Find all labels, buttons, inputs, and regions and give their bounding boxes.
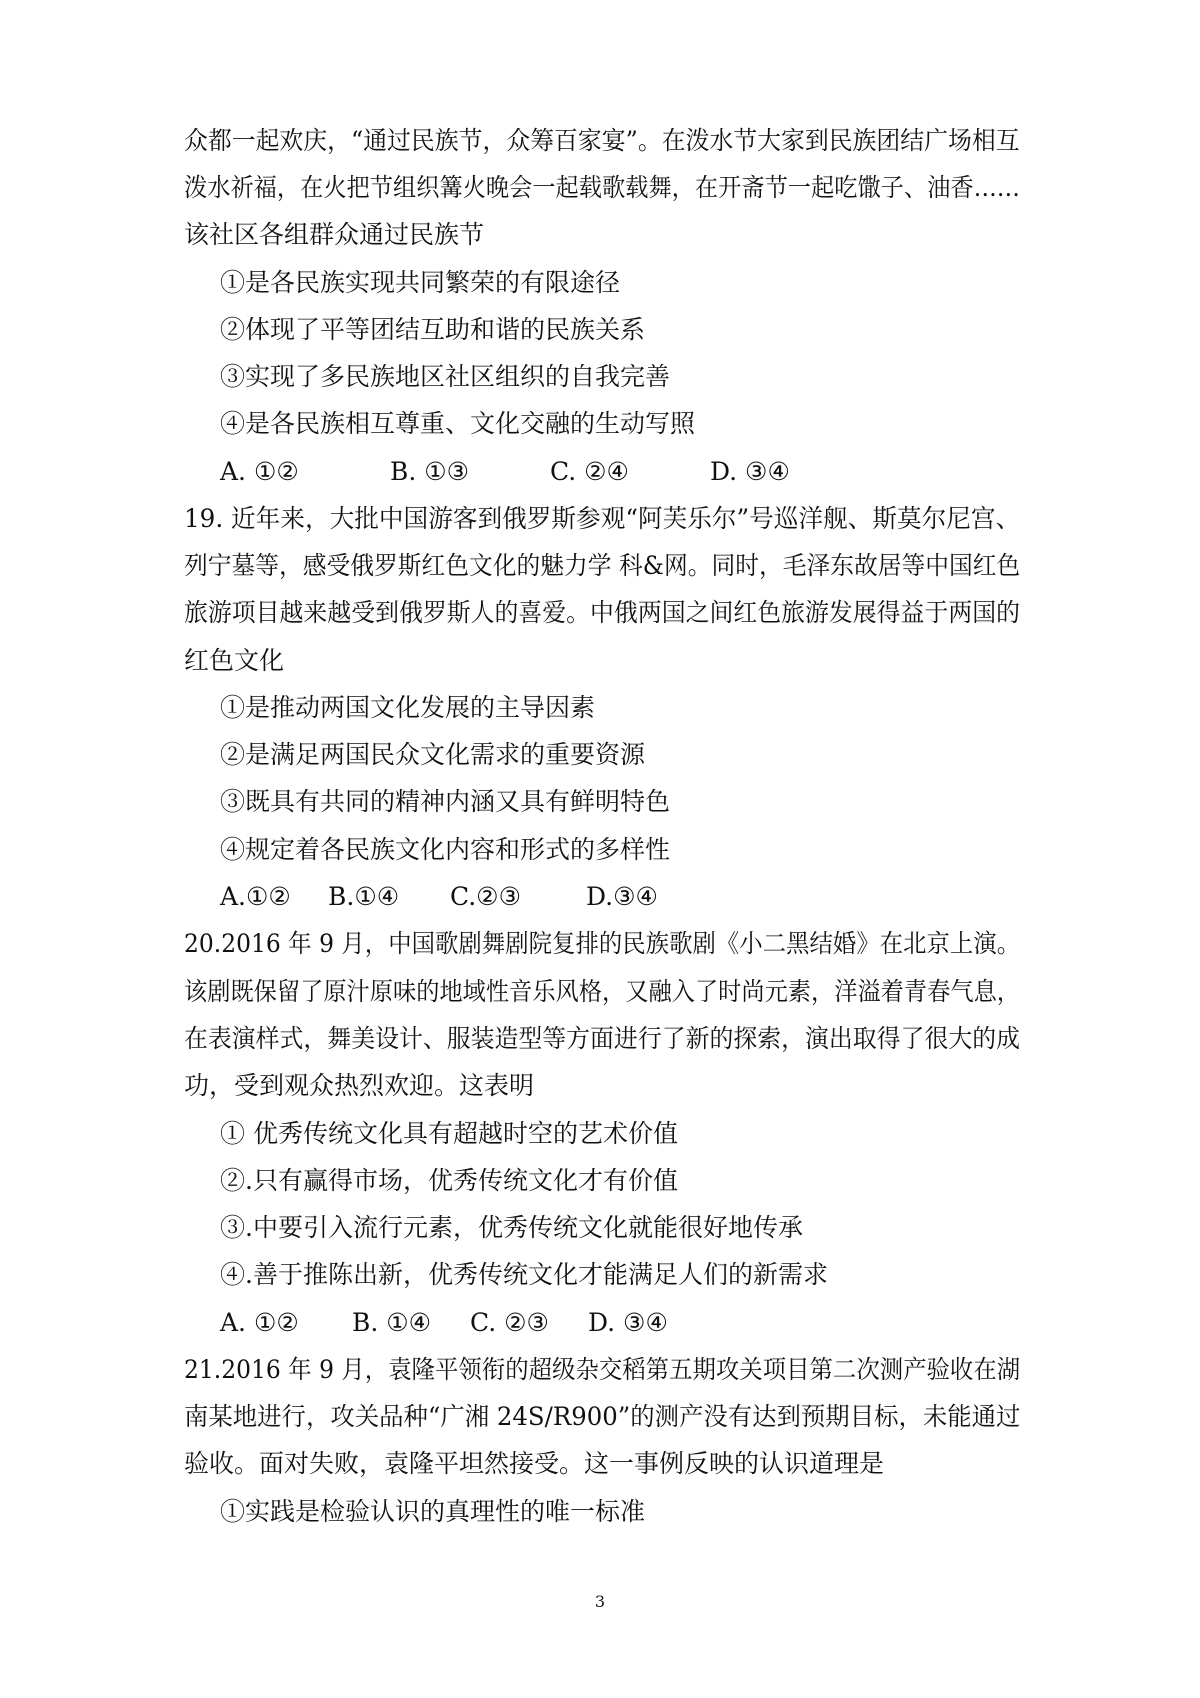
q18-option-a: A. ①② xyxy=(220,457,299,486)
q18-options xyxy=(220,457,790,487)
q20-stem-line: 在表演样式，舞美设计、服装造型等方面进行了新的探索，演出取得了很大的成 xyxy=(184,1024,1020,1053)
q18-stem-line: 该社区各组群众通过民族节 xyxy=(184,220,485,249)
q20-item: ③.中要引入流行元素，优秀传统文化就能很好地传承 xyxy=(220,1213,803,1242)
q20-option-c: C. ②③ xyxy=(470,1308,549,1337)
q19-option-a: A.①② xyxy=(220,882,291,911)
q20-item: ① 优秀传统文化具有超越时空的艺术价值 xyxy=(220,1119,678,1148)
q21-stem-line: 南某地进行，攻关品种“广湘 24S/R900”的测产没有达到预期目标，未能通过 xyxy=(184,1402,1021,1431)
q20-option-a: A. ①② xyxy=(220,1308,299,1337)
q20-stem-line: 该剧既保留了原汁原味的地域性音乐风格，又融入了时尚元素，洋溢着青春气息， xyxy=(184,977,1021,1006)
q18-option-c: C. ②④ xyxy=(550,457,629,486)
q21-stem-line: 验收。面对失败，袁隆平坦然接受。这一事例反映的认识道理是 xyxy=(184,1449,885,1478)
q21-stem-line: 21.2016 年 9 月，袁隆平领衔的超级杂交稻第五期攻关项目第二次测产验收在湖 xyxy=(184,1355,1021,1384)
q20-options xyxy=(220,1308,668,1338)
q20-option-d: D. ③④ xyxy=(588,1308,668,1337)
q19-stem-line: 列宁墓等，感受俄罗斯红色文化的魅力学 科&网。同时，毛泽东故居等中国红色 xyxy=(184,551,1021,580)
q19-option-c: C.②③ xyxy=(450,882,522,911)
q19-option-d: D.③④ xyxy=(586,882,658,911)
q18-stem-line: 泼水祈福，在火把节组织篝火晚会一起载歌载舞，在开斋节一起吃馓子、油香…… xyxy=(184,173,1021,202)
q18-item: ③实现了多民族地区社区组织的自我完善 xyxy=(220,362,671,391)
q20-option-b: B. ①④ xyxy=(352,1308,432,1337)
q19-options xyxy=(220,882,658,912)
q18-item: ①是各民族实现共同繁荣的有限途径 xyxy=(220,268,621,297)
q19-item: ②是满足两国民众文化需求的重要资源 xyxy=(220,740,646,769)
q18-stem-line: 众都一起欢庆，“通过民族节，众筹百家宴”。在泼水节大家到民族团结广场相互 xyxy=(184,126,1020,155)
q21-item: ①实践是检验认识的真理性的唯一标准 xyxy=(220,1497,646,1526)
q18-item: ②体现了平等团结互助和谐的民族关系 xyxy=(220,315,646,344)
q19-item: ①是推动两国文化发展的主导因素 xyxy=(220,693,596,722)
page-number: 3 xyxy=(594,1592,606,1611)
q19-item: ④规定着各民族文化内容和形式的多样性 xyxy=(220,835,671,864)
q18-item: ④是各民族相互尊重、文化交融的生动写照 xyxy=(220,409,696,438)
q19-item: ③既具有共同的精神内涵又具有鲜明特色 xyxy=(220,787,671,816)
q20-stem-line: 20.2016 年 9 月，中国歌剧舞剧院复排的民族歌剧《小二黑结婚》在北京上演。 xyxy=(184,929,1021,958)
q19-option-b: B.①④ xyxy=(328,882,400,911)
q20-stem-line: 功，受到观众热烈欢迎。这表明 xyxy=(184,1071,535,1100)
q18-option-d: D. ③④ xyxy=(710,457,790,486)
q19-stem-line: 红色文化 xyxy=(184,646,285,675)
q19-stem-line: 旅游项目越来越受到俄罗斯人的喜爱。中俄两国之间红色旅游发展得益于两国的 xyxy=(184,598,1020,627)
q19-stem-line: 19. 近年来，大批中国游客到俄罗斯参观“阿芙乐尔”号巡洋舰、斯莫尔尼宫、 xyxy=(184,504,1021,533)
q20-item: ②.只有赢得市场，优秀传统文化才有价值 xyxy=(220,1166,678,1195)
q20-item: ④.善于推陈出新，优秀传统文化才能满足人们的新需求 xyxy=(220,1260,828,1289)
q18-option-b: B. ①③ xyxy=(390,457,470,486)
